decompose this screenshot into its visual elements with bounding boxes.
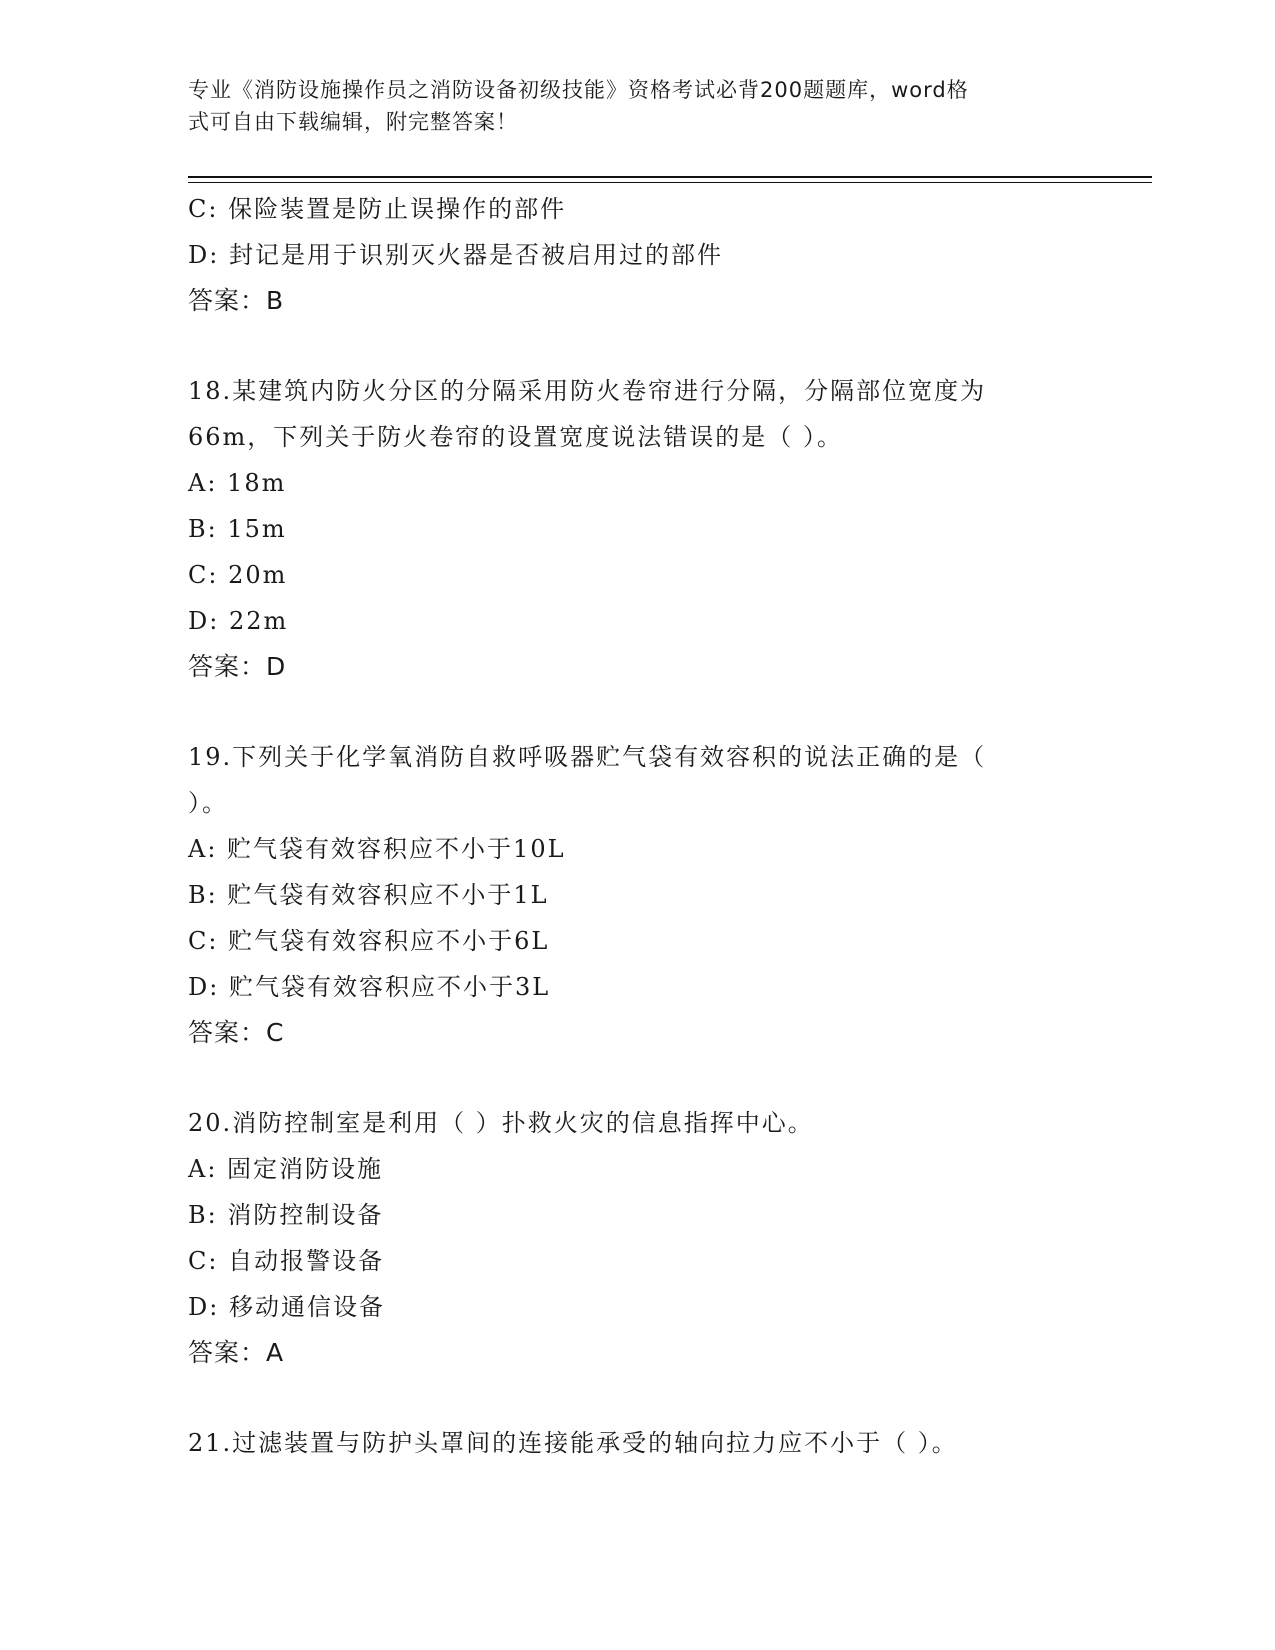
question-stem: 19.下列关于化学氧消防自救呼吸器贮气袋有效容积的说法正确的是（ [188, 743, 987, 771]
option-c: C: 20m [188, 561, 288, 589]
option-d: D: 移动通信设备 [188, 1293, 385, 1321]
question-21 [188, 1420, 1108, 1466]
option-b: B: 15m [188, 515, 287, 543]
option-b: B: 消防控制设备 [188, 1201, 384, 1229]
option-c: C: 保险装置是防止误操作的部件 [188, 195, 567, 223]
header-line-2: 式可自由下载编辑，附完整答案！ [188, 110, 518, 134]
option-c: C: 自动报警设备 [188, 1247, 385, 1275]
option-a: A: 18m [188, 469, 287, 497]
question-stem-cont: ）。 [188, 789, 228, 817]
option-a: A: 固定消防设施 [188, 1155, 384, 1183]
header-line-1: 专业《消防设施操作员之消防设备初级技能》资格考试必背200题题库，word格 [188, 78, 969, 102]
answer: 答案：C [188, 1018, 285, 1047]
header-divider-thin [188, 182, 1152, 183]
header-divider-thick [188, 176, 1152, 178]
option-d: D: 22m [188, 607, 289, 635]
answer: 答案：B [188, 286, 285, 315]
question-19 [188, 734, 1108, 1056]
question-17-continued [188, 186, 1108, 324]
question-content [188, 186, 1108, 1466]
option-a: A: 贮气袋有效容积应不小于10L [188, 835, 566, 863]
answer: 答案：A [188, 1338, 285, 1367]
question-18 [188, 368, 1108, 690]
question-stem-cont: 66m，下列关于防火卷帘的设置宽度说法错误的是（ ）。 [188, 423, 843, 451]
question-stem: 21.过滤装置与防护头罩间的连接能承受的轴向拉力应不小于（ ）。 [188, 1429, 958, 1457]
option-c: C: 贮气袋有效容积应不小于6L [188, 927, 550, 955]
question-20 [188, 1100, 1108, 1376]
answer: 答案：D [188, 652, 287, 681]
option-d: D: 贮气袋有效容积应不小于3L [188, 973, 551, 1001]
option-b: B: 贮气袋有效容积应不小于1L [188, 881, 549, 909]
document-header [188, 74, 1068, 138]
option-d: D: 封记是用于识别灭火器是否被启用过的部件 [188, 241, 723, 269]
question-stem: 20.消防控制室是利用（ ）扑救火灾的信息指挥中心。 [188, 1109, 814, 1137]
question-stem: 18.某建筑内防火分区的分隔采用防火卷帘进行分隔，分隔部位宽度为 [188, 377, 987, 405]
